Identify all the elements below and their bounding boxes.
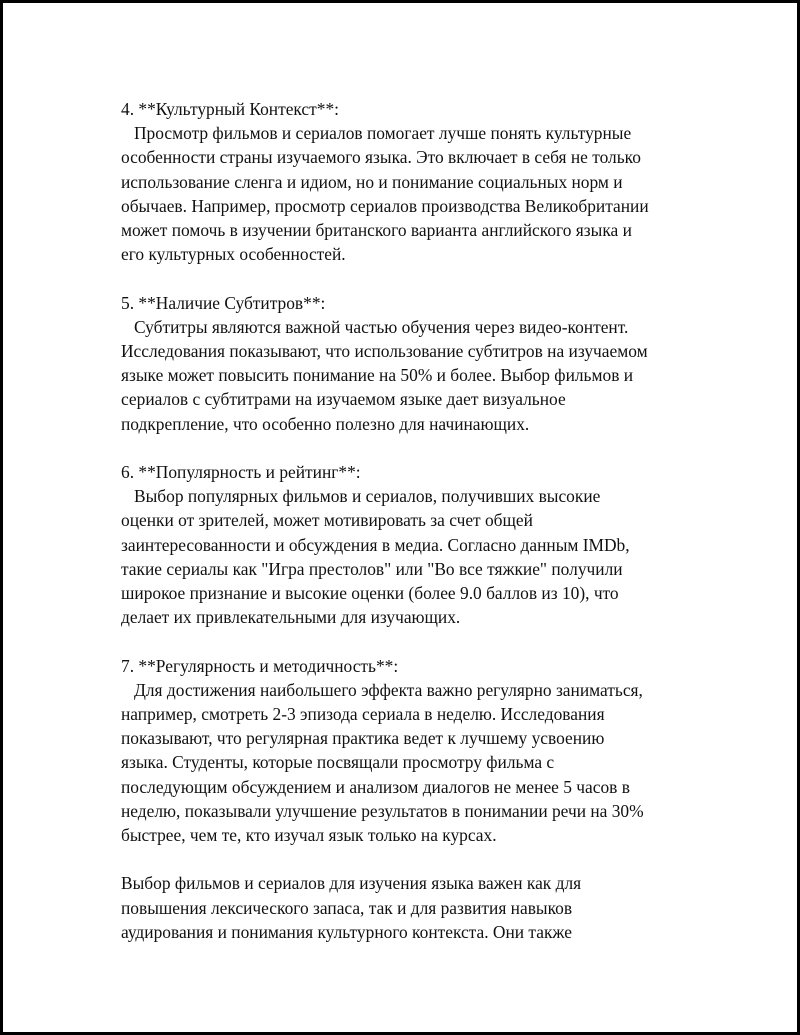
paragraph-line: Для достижения наибольшего эффекта важно регулярно заниматься, [134,679,643,700]
document-body [121,97,701,968]
paragraph-line: делает их привлекательными для изучающих. [121,607,461,628]
paragraph-line: Выбор популярных фильмов и сериалов, получивших высокие [134,486,601,507]
section-regularity [121,654,701,848]
paragraph-line: подкрепление, что особенно полезно для начинающих. [121,413,530,434]
paragraph-line: последующим обсуждением и анализом диалогов не менее 5 часов в [121,776,630,797]
paragraph-line: аудирования и понимания культурного контекста. Они также [121,921,572,942]
section-heading: 4. **Культурный Контекст**: [121,99,339,119]
paragraph-line: особенности страны изучаемого языка. Это включает в себя не только [121,147,641,168]
paragraph-line: неделю, показывали улучшение результатов в понимании речи на 30% [121,800,644,821]
paragraph-line: сериалов с субтитрами на изучаемом языке дает визуальное [121,389,566,410]
paragraph-line: например, смотреть 2-3 эпизода сериала в неделю. Исследования [121,704,605,725]
paragraph-line: заинтересованности и обсуждения в медиа. Согласно данным IMDb, [121,534,630,555]
paragraph-line: такие сериалы как "Игра престолов" или "Во все тяжкие" получили [121,558,623,579]
section-heading: 7. **Регулярность и методичность**: [121,655,399,676]
paragraph-line: языка. Студенты, которые посвящали просмотру фильма с [121,752,555,773]
paragraph-line: обычаев. Например, просмотр сериалов производства Великобритании [121,195,649,216]
paragraph-line: повышения лексического запаса, так и для развития навыков [121,897,573,918]
paragraph-line: использование сленга и идиом, но и понимание социальных норм и [121,171,623,192]
section-cultural-context [121,97,701,266]
section-heading: 6. **Популярность и рейтинг**: [121,462,361,483]
paragraph-line: языке может повысить понимание на 50% и более. Выбор фильмов и [121,365,634,386]
paragraph-line: Выбор фильмов и сериалов для изучения языка важен как для [121,873,582,894]
section-popularity-rating [121,460,701,629]
paragraph-line: Просмотр фильмов и сериалов помогает лучше понять культурные [134,123,632,144]
paragraph-line: Субтитры являются важной частью обучения через видео-контент. [134,316,629,337]
paragraph-line: широкое признание и высокие оценки (более 9.0 баллов из 10), что [121,583,619,604]
paragraph-line: показывают, что регулярная практика ведет к лучшему усвоению [121,728,605,749]
paragraph-line: Исследования показывают, что использование субтитров на изучаемом [121,341,648,362]
paragraph-line: быстрее, чем те, кто изучал язык только на курсах. [121,825,497,846]
paragraph-line: его культурных особенностей. [121,244,346,265]
closing-paragraph [121,871,701,944]
paragraph-line: может помочь в изучении британского варианта английского языка и [121,220,632,241]
paragraph-line: оценки от зрителей, может мотивировать за счет общей [121,510,533,531]
section-heading: 5. **Наличие Субтитров**: [121,292,326,313]
section-subtitles [121,291,701,436]
